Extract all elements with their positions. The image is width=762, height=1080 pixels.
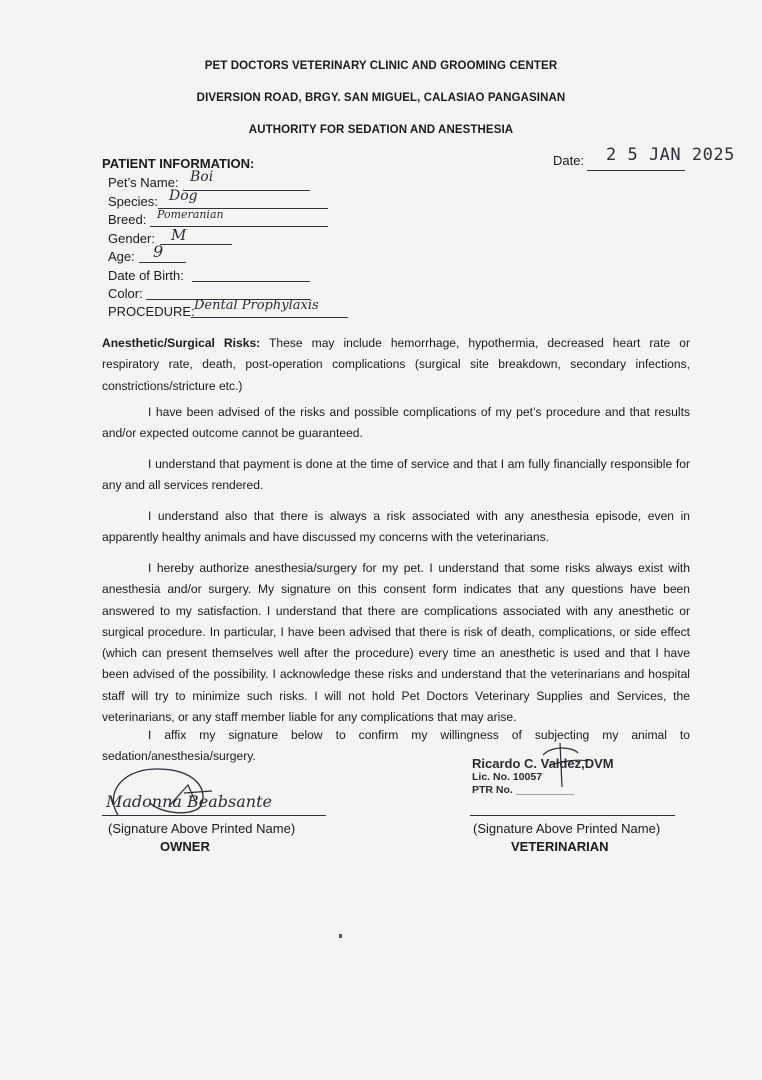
risks-text: These may include hemorrhage, hypothermia, decreased heart rate or respiratory rate, death, post-operation complications (surgical site breakdown, secondary infections, constrictions/stricture etc.) <box>102 336 690 393</box>
field-value-gender: M <box>171 226 187 244</box>
owner-signature-text: Madonna Beabsante <box>106 792 272 811</box>
form-title: AUTHORITY FOR SEDATION AND ANESTHESIA <box>248 124 514 136</box>
date-underline <box>587 170 685 171</box>
field-label-procedure: PROCEDURE: <box>108 304 195 319</box>
owner-signature-line <box>102 815 326 816</box>
field-label-pet-name: Pet’s Name: <box>108 175 179 190</box>
risks-label: Anesthetic/Surgical Risks: <box>102 336 261 350</box>
field-label-breed: Breed: <box>108 212 147 227</box>
field-line-procedure <box>191 317 348 318</box>
clinic-name: PET DOCTORS VETERINARY CLINIC AND GROOMING CENTER <box>204 60 558 72</box>
field-line-age <box>139 262 186 263</box>
vet-role: VETERINARIAN <box>511 839 609 854</box>
field-value-species: Dog <box>169 188 198 204</box>
field-label-color: Color: <box>108 286 143 301</box>
paragraph-payment-text: I understand that payment is done at the time of service and that I am fully financially responsible for any and all services rendered. <box>102 457 690 493</box>
paragraph-advised-text: I have been advised of the risks and possible complications of my pet’s procedure and that results and/or expected outcome cannot be guaranteed. <box>102 405 690 441</box>
paragraph-risk-anesthesia-text: I understand also that there is always a risk associated with any anesthesia episode, even in apparently healthy animals and have discussed my concerns with the veterinarians. <box>102 509 690 545</box>
field-value-pet-name: Boi <box>190 169 214 185</box>
vet-name: Ricardo C. Valdez,DVM <box>472 756 614 771</box>
paragraph-payment <box>102 454 690 497</box>
paragraph-authorize-text: I hereby authorize anesthesia/surgery for my pet. I understand that some risks always exist with anesthesia and/or surgery. My signature on this consent form indicates that any questions have been answered to my satisfaction. I understand that there are complications associated with any anesthetic or surgical procedure. In particular, I have been advised that there is risk of death, complications, or side effect (which can present themselves well after the procedure) every time an anesthetic is used and that I have been advised of the possibility. I acknowledge these risks and understand that the veterinarians and hospital staff will try to minimize such risks. I will not hold Pet Doctors Veterinary Supplies and Services, the veterinarians, or any staff member liable for any complications that may arise. <box>102 561 690 725</box>
field-value-breed: Pomeranian <box>157 208 224 221</box>
field-line-gender <box>160 244 232 245</box>
field-label-age: Age: <box>108 249 135 264</box>
owner-signature-caption: (Signature Above Printed Name) <box>108 821 296 836</box>
paragraph-advised <box>102 402 690 445</box>
clinic-address: DIVERSION ROAD, BRGY. SAN MIGUEL, CALASIAO PANGASINAN <box>196 92 566 104</box>
scan-speck <box>339 934 342 938</box>
patient-info-title: PATIENT INFORMATION: <box>102 156 255 171</box>
field-value-age: 9 <box>153 242 164 261</box>
field-label-gender: Gender: <box>108 231 155 246</box>
paragraph-authorize <box>102 558 690 728</box>
paragraph-affix-text: I affix my signature below to confirm my willingness of subjecting my animal to sedation/anesthesia/surgery. <box>102 728 690 764</box>
vet-stamp <box>472 756 614 797</box>
date-label: Date: <box>553 153 585 168</box>
field-value-procedure: Dental Prophylaxis <box>194 298 319 313</box>
vet-ptr: PTR No. __________ <box>472 784 575 796</box>
vet-license: Lic. No. 10057 <box>472 771 543 783</box>
owner-role: OWNER <box>160 839 210 854</box>
risks-paragraph <box>102 333 690 397</box>
paragraph-risk-anesthesia <box>102 506 690 549</box>
field-line-pet-name <box>183 190 310 191</box>
field-label-species: Species: <box>108 194 158 209</box>
field-line-dob <box>192 281 310 282</box>
vet-signature-line <box>470 815 675 816</box>
vet-signature-caption: (Signature Above Printed Name) <box>473 821 661 836</box>
field-label-dob: Date of Birth: <box>108 268 184 283</box>
date-stamp: 2 5 JAN 2025 <box>606 145 735 165</box>
